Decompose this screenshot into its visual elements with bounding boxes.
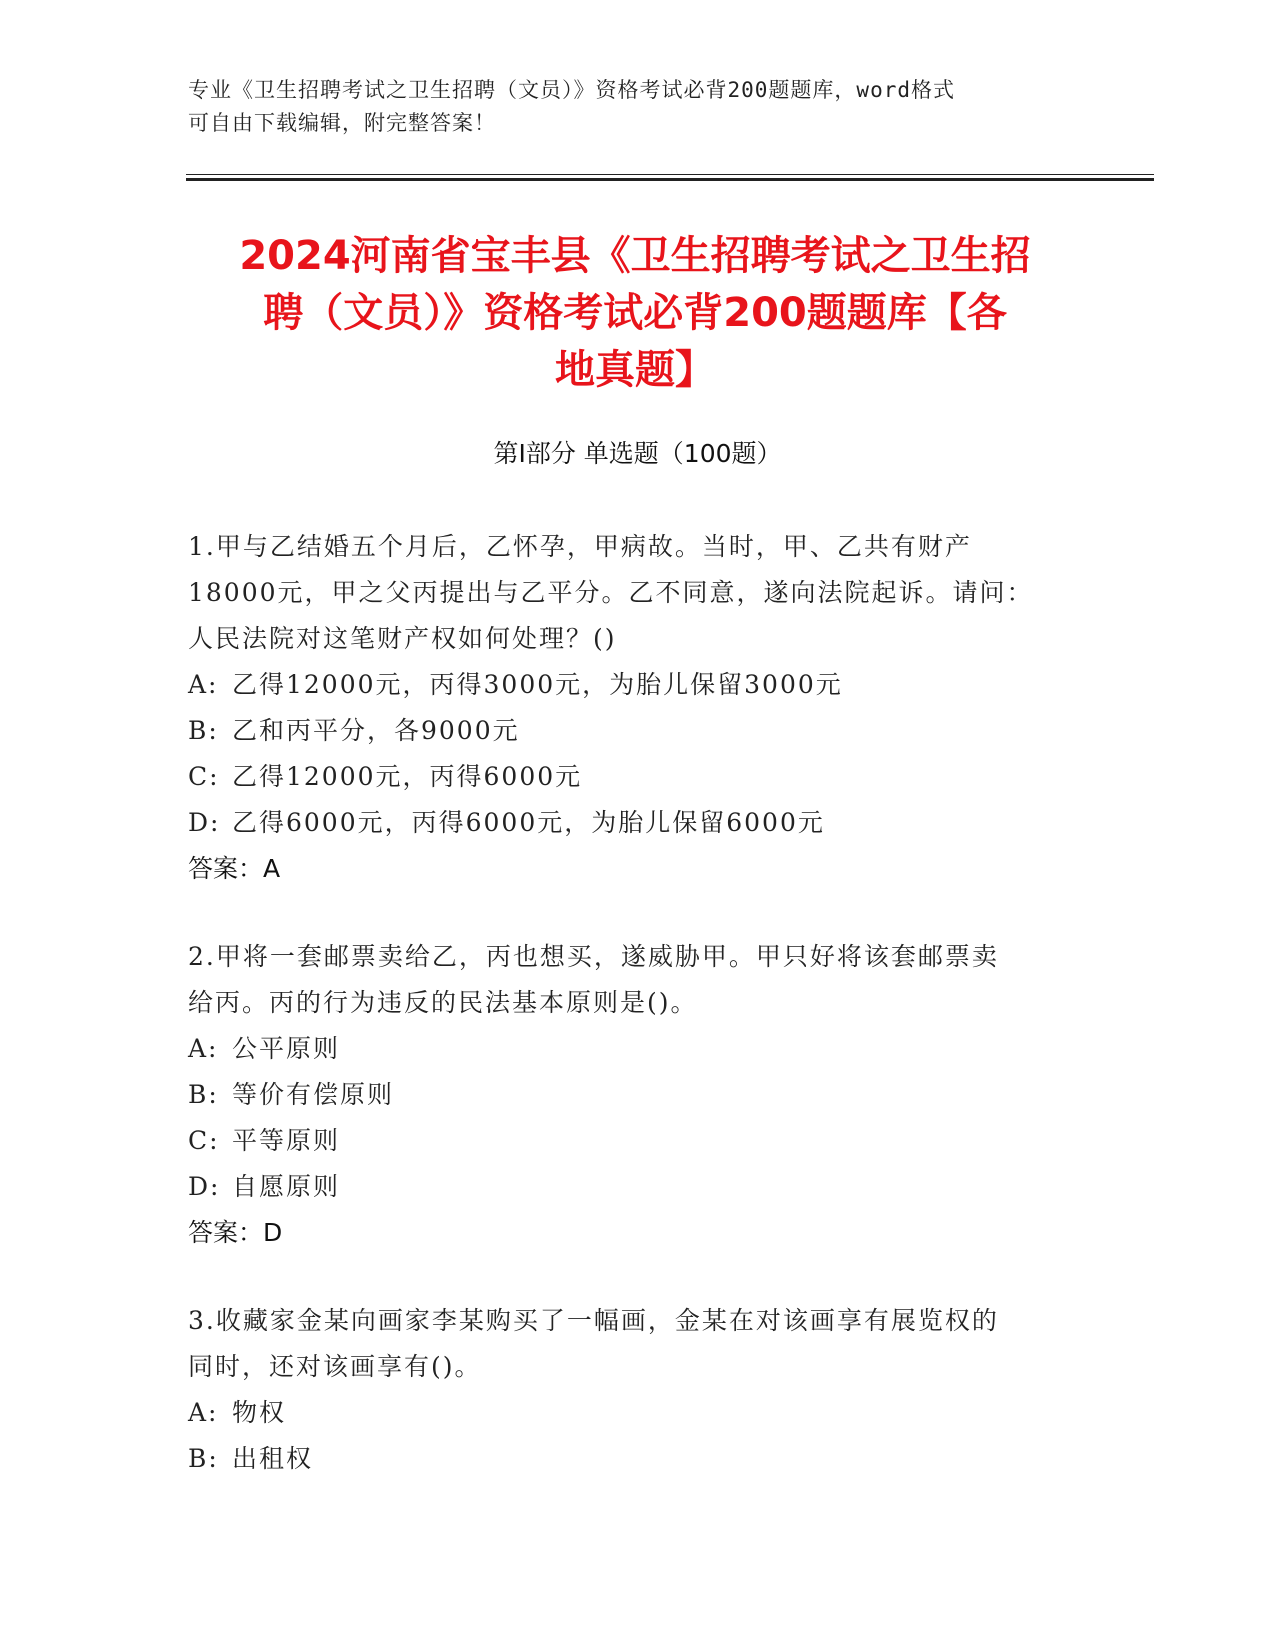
option-text: 出租权	[232, 1444, 314, 1473]
question-stem-line: 同时，还对该画享有()。	[188, 1352, 482, 1381]
option-b	[188, 1072, 1068, 1118]
option-c	[188, 754, 1068, 800]
header-note-line-2: 可自由下载编辑，附完整答案！	[188, 111, 496, 135]
question-stem-line: 1.甲与乙结婚五个月后，乙怀孕，甲病故。当时，甲、乙共有财产	[188, 532, 972, 561]
question-stem-line: 给丙。丙的行为违反的民法基本原则是()。	[188, 988, 698, 1017]
option-key: B:	[188, 1080, 219, 1109]
option-key: C:	[188, 1126, 220, 1155]
option-d	[188, 800, 1068, 846]
question-list	[188, 524, 1068, 1524]
option-c	[188, 1118, 1068, 1164]
question-stem-line: 2.甲将一套邮票卖给乙，丙也想买，遂威胁甲。甲只好将该套邮票卖	[188, 942, 999, 971]
document-title-line-2: 聘（文员）》资格考试必背200题题库【各	[263, 290, 1007, 336]
option-a	[188, 1026, 1068, 1072]
question-stem-line: 3.收藏家金某向画家李某购买了一幅画，金某在对该画享有展览权的	[188, 1306, 999, 1335]
question-3	[188, 1298, 1068, 1482]
option-key: C:	[188, 762, 220, 791]
document-title-line-3: 地真题】	[555, 347, 715, 393]
option-text: 乙得12000元，丙得6000元	[232, 762, 583, 791]
answer: 答案：D	[188, 1218, 283, 1247]
question-stem-line: 18000元，甲之父丙提出与乙平分。乙不同意，遂向法院起诉。请问：	[188, 578, 1034, 607]
option-text: 自愿原则	[232, 1172, 341, 1201]
header-note	[188, 74, 1088, 140]
option-b	[188, 1436, 1068, 1482]
header-note-line-1: 专业《卫生招聘考试之卫生招聘（文员）》资格考试必背200题题库，word格式	[188, 78, 955, 102]
question-stem-line: 人民法院对这笔财产权如何处理？()	[188, 624, 617, 653]
option-b	[188, 708, 1068, 754]
option-key: B:	[188, 716, 219, 745]
option-d	[188, 1164, 1068, 1210]
answer: 答案：A	[188, 854, 281, 883]
option-a	[188, 1390, 1068, 1436]
question-1	[188, 524, 1068, 892]
option-text: 乙得6000元，丙得6000元，为胎儿保留6000元	[232, 808, 825, 837]
option-key: D:	[188, 1172, 221, 1201]
option-key: A:	[188, 670, 219, 699]
header-divider-thick	[186, 178, 1154, 181]
section-title: 第Ⅰ部分 单选题（100题）	[493, 439, 782, 468]
option-text: 等价有偿原则	[232, 1080, 395, 1109]
question-2	[188, 934, 1068, 1256]
header-divider-thin	[186, 174, 1154, 175]
option-text: 公平原则	[232, 1034, 341, 1063]
option-key: B:	[188, 1444, 219, 1473]
option-text: 物权	[232, 1398, 287, 1427]
option-text: 平等原则	[232, 1126, 341, 1155]
option-key: D:	[188, 808, 221, 837]
document-title-line-1: 2024河南省宝丰县《卫生招聘考试之卫生招	[239, 233, 1031, 279]
document-title	[170, 228, 1100, 399]
option-a	[188, 662, 1068, 708]
option-text: 乙得12000元，丙得3000元，为胎儿保留3000元	[232, 670, 843, 699]
option-key: A:	[188, 1398, 219, 1427]
option-key: A:	[188, 1034, 219, 1063]
option-text: 乙和丙平分，各9000元	[232, 716, 520, 745]
